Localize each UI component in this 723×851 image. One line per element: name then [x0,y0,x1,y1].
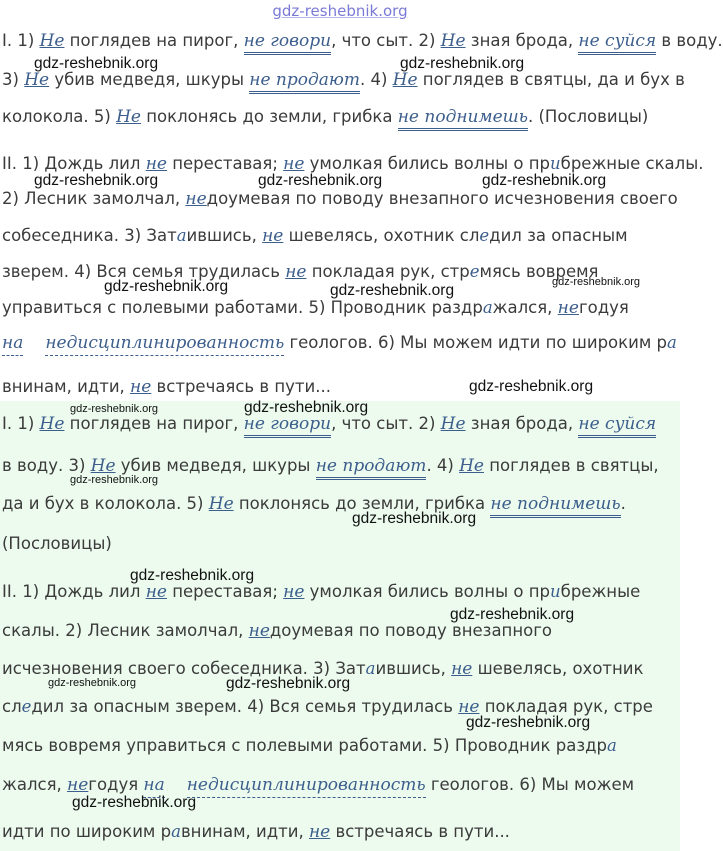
watermark: gdz-reshebnik.org [48,677,137,689]
text-fragment: ившись, [375,659,452,678]
watermark: gdz-reshebnik.org [466,714,591,731]
predicate-phrase: не продают [249,70,360,94]
text-fragment: . (Пословицы) [528,107,649,126]
inserted-vowel: а [171,822,181,841]
text-fragment: поглядев в святцы, [484,456,659,475]
inserted-vowel: а [607,736,617,755]
text-fragment: управиться с полевыми работами. 5) Проводник раздр [2,298,483,317]
particle-ne: Не [39,31,65,51]
text-fragment: , что сыт. 2) [331,414,441,433]
text-fragment: поглядев на пирог, [64,414,244,433]
text-line [2,735,617,757]
text-line [2,533,112,555]
predicate-phrase: не говори [244,414,331,438]
text-fragment: переставая; [166,582,284,601]
text-fragment: поглядев на пирог, [64,31,244,50]
inserted-vowel: а [365,659,376,678]
text-fragment: I. 1) [2,31,40,50]
text-fragment: умолкая бились волны о пр [304,582,550,601]
particle-ne: не [262,226,284,246]
text-fragment: скалы. 2) Лесник замолчал, [2,621,249,640]
particle-ne: не [130,377,152,397]
text-fragment: убив медведя, шкуры [49,70,250,89]
text-fragment: 3) [2,70,25,89]
text-fragment: поглядев в святцы, да и бух в [417,70,685,89]
particle-ne: не [145,582,167,602]
text-fragment: брежные [560,582,641,601]
watermark: gdz-reshebnik.org [469,378,594,395]
particle-ne: Не [39,414,65,434]
text-fragment: (Пословицы) [2,534,112,553]
text-fragment: собеседника. 3) Зат [2,226,177,245]
text-line [2,261,599,283]
text-line [2,821,510,843]
text-fragment: доумевая по поводу внезапного исчезновения своего [206,189,678,208]
text-fragment: поклонясь до земли, грибка [140,107,398,126]
text-fragment: зная брода, [465,414,579,433]
text-line [2,774,634,796]
text-fragment: дил за опасным [489,226,628,245]
text-fragment: ившись, [186,226,263,245]
text-fragment: , что сыт. 2) [331,31,441,50]
inserted-vowel: и [550,154,561,173]
particle-ne: не [308,822,331,842]
particle-ne: Не [440,31,466,51]
text-fragment: доумевая по поводу внезапного [269,621,552,640]
watermark: gdz-reshebnik.org [482,172,607,189]
particle-ne: не [285,262,307,282]
text-fragment: мясь вовремя управиться с полевыми работами. 5) Проводник раздр [2,736,608,755]
text-line [2,376,331,398]
text-line [2,106,648,128]
inserted-vowel: е [21,697,32,716]
watermark: gdz-reshebnik.org [400,55,525,72]
watermark: gdz-reshebnik.org [34,172,159,189]
inserted-vowel: а [667,333,677,352]
particle-ne: не [283,154,305,174]
object-noun: недисциплинированность [45,333,284,356]
text-fragment: внинам, идти, [2,377,131,396]
text-fragment: 2) Лесник замолчал, [2,189,186,208]
watermark: gdz-reshebnik.org [330,282,455,299]
text-fragment: умолкая бились волны о пр [304,154,550,173]
text-line [2,297,629,319]
text-fragment: поклонясь до земли, грибка [233,494,491,513]
text-fragment: . 4) [359,70,393,89]
text-fragment: мясь вовремя [479,262,599,281]
text-fragment: внинам, идти, [180,822,309,841]
particle-ne: не [185,189,207,209]
predicate-phrase: не продают [316,456,427,480]
text-fragment: I. 1) [2,414,40,433]
particle-ne: Не [90,456,116,476]
text-fragment: . 4) [426,456,460,475]
preposition-na: на [2,333,23,356]
text-fragment: исчезновения своего собеседника. 3) Зат [2,659,366,678]
particle-ne: не [451,659,473,679]
text-fragment: переставая; [166,154,284,173]
particle-ne: Не [459,456,484,476]
watermark: gdz-reshebnik.org [130,567,255,584]
particle-ne: не [145,154,167,174]
text-fragment: сл [2,697,22,716]
inserted-vowel: е [479,226,490,245]
text-fragment: да и бух в колокола. 5) [2,494,209,513]
text-fragment: встречаясь в пути... [151,377,331,396]
exercise-text-plain [0,26,723,401]
text-line [2,581,640,603]
watermark: gdz-reshebnik.org [72,794,197,811]
text-fragment: в воду. 3) [2,456,91,475]
text-fragment: жался, [492,298,558,317]
text-fragment: зная брода, [465,31,579,50]
watermark: gdz-reshebnik.org [226,675,351,692]
text-fragment: зверем. 4) Вся семья трудилась [2,262,286,281]
watermark: gdz-reshebnik.org [450,606,575,623]
watermark: gdz-reshebnik.org [70,474,159,486]
predicate-phrase: не поднимешь [398,107,528,131]
text-fragment: геологов. 6) Мы можем идти по широким р [284,333,668,352]
particle-ne: не [67,775,89,795]
text-fragment: дил за опасным зверем. 4) Вся семья трудилась [31,697,459,716]
text-line [2,493,626,515]
particle-ne: Не [116,107,141,127]
text-fragment: встречаясь в пути... [330,822,510,841]
inserted-vowel: и [550,582,561,601]
watermark: gdz-reshebnik.org [258,172,383,189]
text-fragment: убив медведя, шкуры [115,456,316,475]
particle-ne: не [248,621,270,641]
text-line [2,30,723,52]
watermark: gdz-reshebnik.org [244,399,369,416]
particle-ne: Не [392,70,418,90]
text-line [2,188,678,210]
preposition-na: на [143,775,164,798]
text-fragment: шевелясь, охотник [472,659,644,678]
text-fragment: шевелясь, охотник сл [283,226,480,245]
text-fragment: жался, [2,775,68,794]
watermark: gdz-reshebnik.org [104,278,229,295]
text-fragment: колокола. 5) [2,107,117,126]
text-fragment: покладая рук, стре [479,697,653,716]
inserted-vowel: а [176,226,187,245]
text-fragment: брежные скалы. [560,154,704,173]
watermark: gdz-reshebnik.org [34,55,159,72]
watermark: gdz-reshebnik.org [552,276,641,288]
inserted-vowel: а [482,298,493,317]
text-fragment: II. 1) Дождь лил [2,582,146,601]
text-fragment: II. 1) Дождь лил [2,154,146,173]
text-line [2,225,628,247]
site-header-link[interactable]: gdz-reshebnik.org [272,2,408,20]
inserted-vowel: е [469,262,480,281]
particle-ne: Не [24,70,50,90]
text-line [2,332,677,354]
object-noun: недисциплинированность [187,775,426,798]
text-fragment: покладая рук, стр [306,262,470,281]
particle-ne: не [283,582,305,602]
text-fragment: геологов. 6) Мы можем [425,775,635,794]
predicate-phrase: не поднимешь [490,494,620,518]
particle-ne: Не [208,494,234,514]
text-fragment: в воду. [656,31,723,50]
predicate-phrase: не суйся [578,414,656,438]
text-fragment: годуя [578,298,629,317]
text-fragment: . [620,494,626,513]
particle-ne: не [458,697,480,717]
exercise-text-highlighted [0,401,680,851]
particle-ne: не [557,298,579,318]
text-fragment: идти по широким р [2,822,172,841]
watermark: gdz-reshebnik.org [352,510,477,527]
text-fragment: годуя [88,775,144,794]
watermark: gdz-reshebnik.org [70,403,159,415]
predicate-phrase: не говори [244,31,331,55]
predicate-phrase: не суйся [578,31,656,55]
particle-ne: Не [440,414,466,434]
